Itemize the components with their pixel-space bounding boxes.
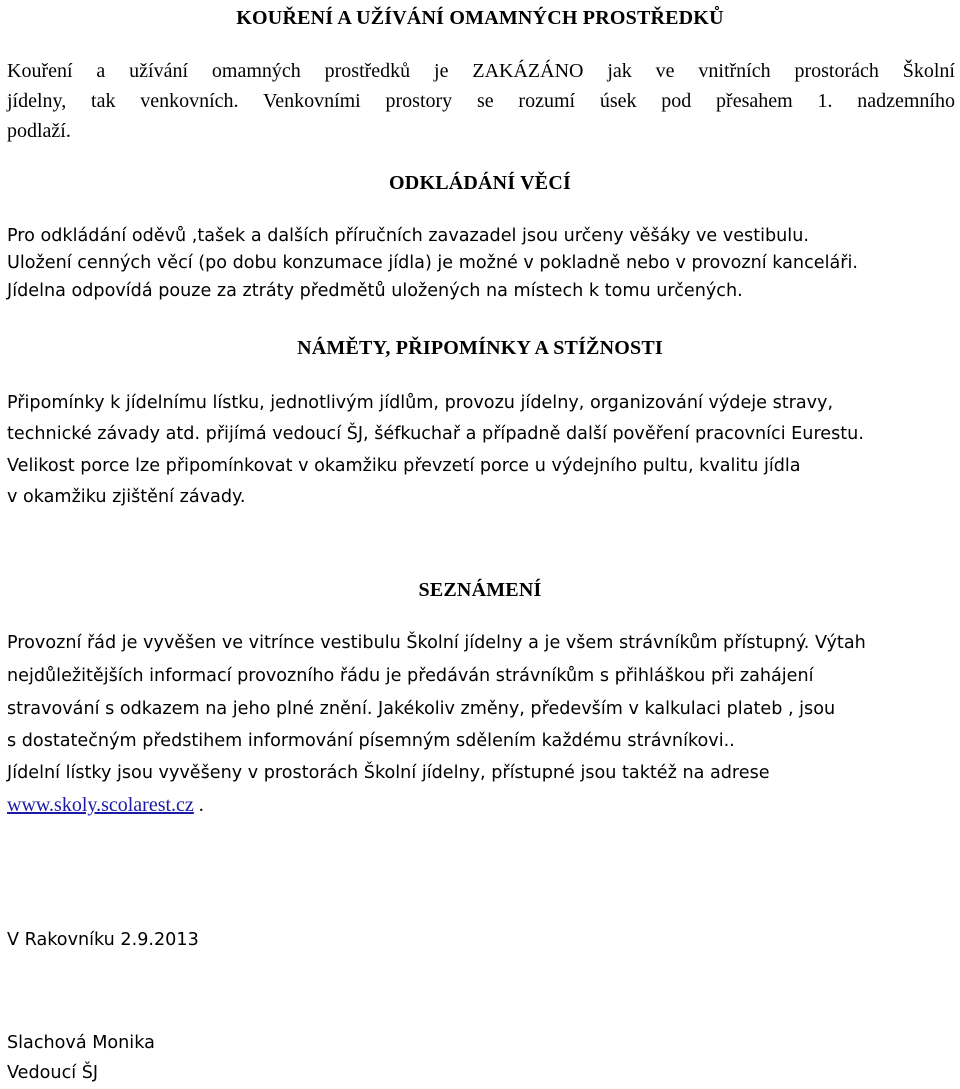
- feedback-line-1: Připomínky k jídelnímu lístku, jednotlivým jídlům, provozu jídelny, organizování výdeje stravy,: [7, 393, 834, 413]
- smoking-line-3: podlaží.: [7, 120, 71, 142]
- smoking-line-2: jídelny, tak venkovních. Venkovními prostory se rozumí úsek pod přesahem 1. nadzemního: [7, 90, 955, 112]
- scolarest-link[interactable]: www.skoly.scolarest.cz: [7, 794, 194, 816]
- notice-line-3: stravování s odkazem na jeho plné znění. Jakékoliv změny, především v kalkulaci plateb , jsou: [7, 699, 836, 719]
- smoking-line-1: Kouření a užívání omamných prostředků je ZAKÁZÁNO jak ve vnitřních prostorách Školní: [7, 60, 955, 82]
- notice-line-2: nejdůležitějších informací provozního řádu je předáván strávníkům s přihláškou při zahájení: [7, 666, 814, 686]
- storage-line-3: Jídelna odpovídá pouze za ztráty předmětů uložených na místech k tomu určených.: [7, 281, 743, 301]
- storage-line-2: Uložení cenných věcí (po dobu konzumace jídla) je možné v pokladně nebo v provozní kanceláři.: [7, 253, 858, 273]
- feedback-line-4: v okamžiku zjištění závady.: [7, 487, 246, 507]
- notice-heading: SEZNÁMENÍ: [418, 579, 542, 601]
- signatory-role: Vedoucí ŠJ: [7, 1063, 99, 1083]
- place-date: V Rakovníku 2.9.2013: [7, 930, 199, 950]
- notice-line-4: s dostatečným předstihem informování písemným sdělením každému strávníkovi..: [7, 731, 735, 751]
- smoking-heading: KOUŘENÍ A UŽÍVÁNÍ OMAMNÝCH PROSTŘEDKŮ: [236, 7, 724, 29]
- link-suffix: .: [193, 794, 204, 816]
- signatory-name: Slachová Monika: [7, 1033, 155, 1053]
- storage-heading: ODKLÁDÁNÍ VĚCÍ: [389, 172, 571, 194]
- notice-line-1: Provozní řád je vyvěšen ve vitrínce vestibulu Školní jídelny a je všem strávníkům přístupný. Výtah: [7, 633, 866, 653]
- notice-link-line: [7, 792, 204, 818]
- feedback-line-3: Velikost porce lze připomínkovat v okamžiku převzetí porce u výdejního pultu, kvalitu jídla: [7, 456, 801, 476]
- storage-line-1: Pro odkládání oděvů ,tašek a dalších příručních zavazadel jsou určeny věšáky ve vestibulu.: [7, 226, 809, 246]
- feedback-line-2: technické závady atd. přijímá vedoucí ŠJ, šéfkuchař a případně další pověření pracovníci Eurestu.: [7, 424, 864, 444]
- notice-line-5: Jídelní lístky jsou vyvěšeny v prostorách Školní jídelny, přístupné jsou taktéž na adrese: [7, 763, 770, 783]
- feedback-heading: NÁMĚTY, PŘIPOMÍNKY A STÍŽNOSTI: [297, 337, 663, 359]
